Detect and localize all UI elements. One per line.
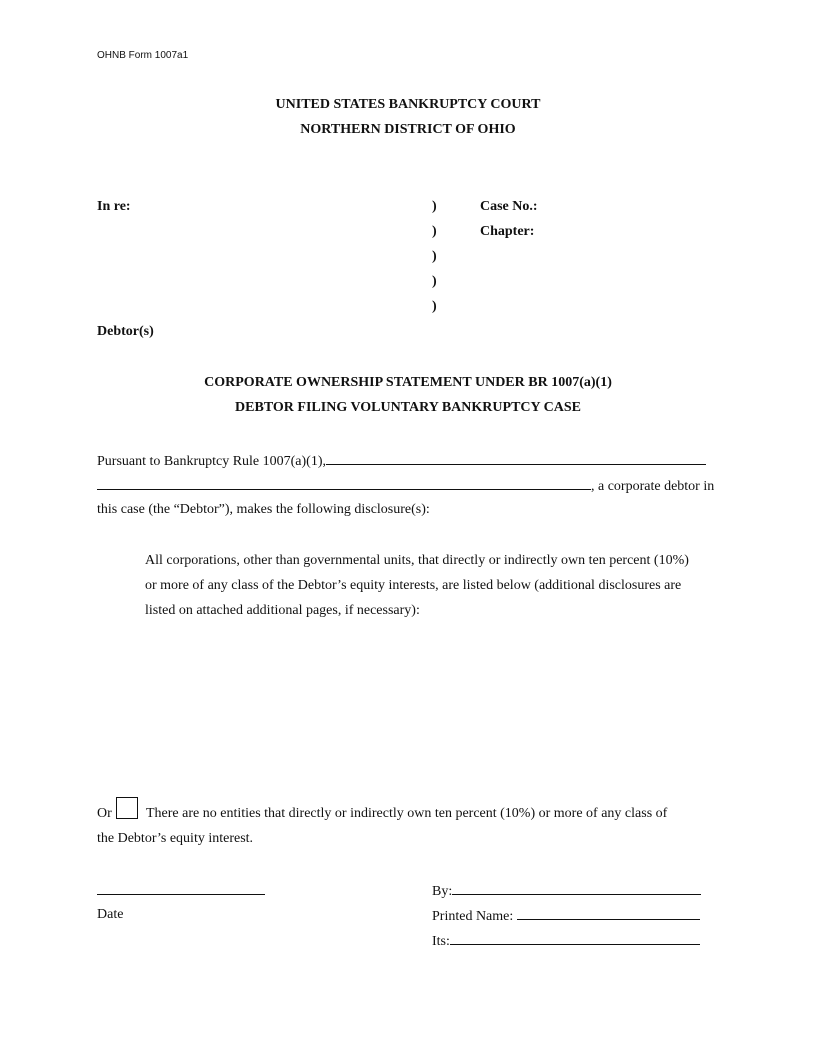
pursuant-lead: Pursuant to Bankruptcy Rule 1007(a)(1), [97,454,327,469]
caption-paren: ) [432,274,437,289]
no-entities-line-2: the Debtor’s equity interest. [97,831,254,846]
court-name: UNITED STATES BANKRUPTCY COURT [275,97,541,112]
caption-paren: ) [432,224,437,239]
case-no-label: Case No.: [480,199,538,214]
statement-title: CORPORATE OWNERSHIP STATEMENT UNDER BR 1007(a)(1) [204,375,612,390]
by-label: By: [432,884,453,899]
its-label: Its: [432,934,450,949]
caption-paren: ) [432,249,437,264]
debtor-name-line-continued[interactable] [97,477,591,490]
printed-name-row [432,907,700,925]
its-row [432,932,700,950]
pursuant-line-1 [97,452,706,470]
disclosure-line-3: listed on attached additional pages, if necessary): [145,603,420,618]
no-entities-checkbox[interactable] [116,797,138,819]
disclosure-line-1: All corporations, other than governmental units, that directly or indirectly own ten percent (10%) [145,553,689,568]
its-title-line[interactable] [450,932,700,945]
form-id: OHNB Form 1007a1 [97,50,189,61]
by-row [432,882,701,900]
chapter-label: Chapter: [480,224,535,239]
debtor-name-line[interactable] [326,452,706,465]
date-label: Date [97,907,124,922]
pursuant-line-3: this case (the “Debtor”), makes the following disclosure(s): [97,502,430,517]
court-district: NORTHERN DISTRICT OF OHIO [300,122,516,137]
pursuant-suffix: , a corporate debtor in [591,479,715,494]
printed-name-line[interactable] [517,907,700,920]
no-entities-line-1: There are no entities that directly or indirectly own ten percent (10%) or more of any class of [146,806,668,821]
in-re-label: In re: [97,199,131,214]
caption-paren: ) [432,299,437,314]
statement-subtitle: DEBTOR FILING VOLUNTARY BANKRUPTCY CASE [235,400,581,415]
date-line-row [97,882,265,900]
pursuant-line-2 [97,477,714,495]
or-label: Or [97,806,112,821]
date-line[interactable] [97,882,265,895]
disclosure-line-2: or more of any class of the Debtor’s equity interests, are listed below (additional disclosures are [145,578,682,593]
caption-paren: ) [432,199,437,214]
by-signature-line[interactable] [452,882,701,895]
debtor-label: Debtor(s) [97,324,154,339]
printed-name-label: Printed Name: [432,909,517,924]
